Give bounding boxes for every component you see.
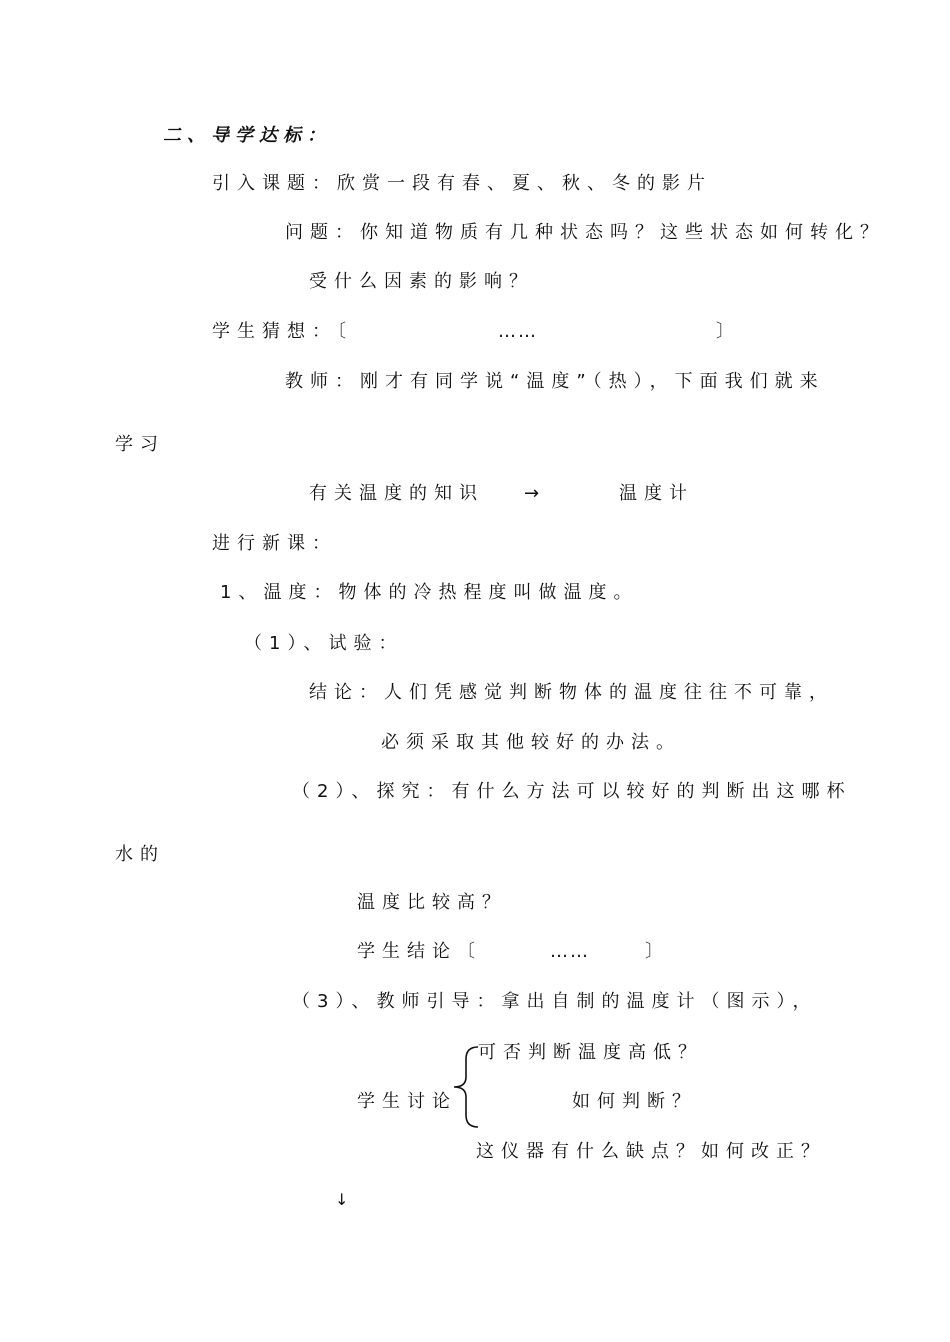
conclusion-line-2: 必须采取其他较好的办法。 (381, 732, 681, 753)
teacher-line-2: 学习 (115, 434, 165, 455)
teacher-line-1: 教师：刚才有同学说“温度”（热），下面我们就来 (285, 371, 825, 392)
explore-line-2: 水的 (115, 844, 165, 865)
explore-line-1: （2）、探究：有什么方法可以较好的判断出这哪杯 (292, 781, 852, 802)
intro-line: 引入课题：欣赏一段有春、夏、秋、冬的影片 (212, 173, 712, 194)
experiment-line: （1）、试验： (244, 633, 404, 654)
discuss-question-3: 这仪器有什么缺点？如何改正？ (476, 1141, 826, 1162)
question-line-2: 受什么因素的影响？ (309, 271, 534, 292)
student-conclusion-close: 〕 (645, 941, 670, 962)
right-arrow-icon: → (524, 483, 540, 504)
question-line-1: 问题：你知道物质有几种状态吗？这些状态如何转化？ (285, 222, 885, 243)
guess-label: 学生猜想：〔 (212, 321, 353, 342)
topic-right: 温度计 (619, 483, 694, 504)
guide-line: （3）、教师引导：拿出自制的温度计（图示）， (292, 991, 818, 1012)
definition-line: 1、温度：物体的冷热程度叫做温度。 (220, 582, 639, 603)
section-heading: 二、导学达标： (163, 125, 331, 146)
new-lesson-line: 进行新课： (212, 533, 337, 554)
discuss-question-2: 如何判断？ (572, 1091, 697, 1112)
discuss-question-1: 可否判断温度高低？ (478, 1042, 703, 1063)
down-arrow-icon: ↓ (335, 1190, 349, 1209)
student-conclusion-dots: …… (550, 941, 590, 962)
student-conclusion-label: 学生结论〔 (357, 941, 482, 962)
conclusion-line-1: 结论：人们凭感觉判断物体的温度往往不可靠， (309, 682, 834, 703)
explore-line-3: 温度比较高？ (357, 892, 507, 913)
guess-close: 〕 (716, 321, 741, 342)
discuss-label: 学生讨论 (357, 1091, 457, 1112)
left-brace-icon (450, 1045, 480, 1129)
topic-left: 有关温度的知识 (309, 483, 484, 504)
guess-dots: …… (498, 321, 538, 342)
